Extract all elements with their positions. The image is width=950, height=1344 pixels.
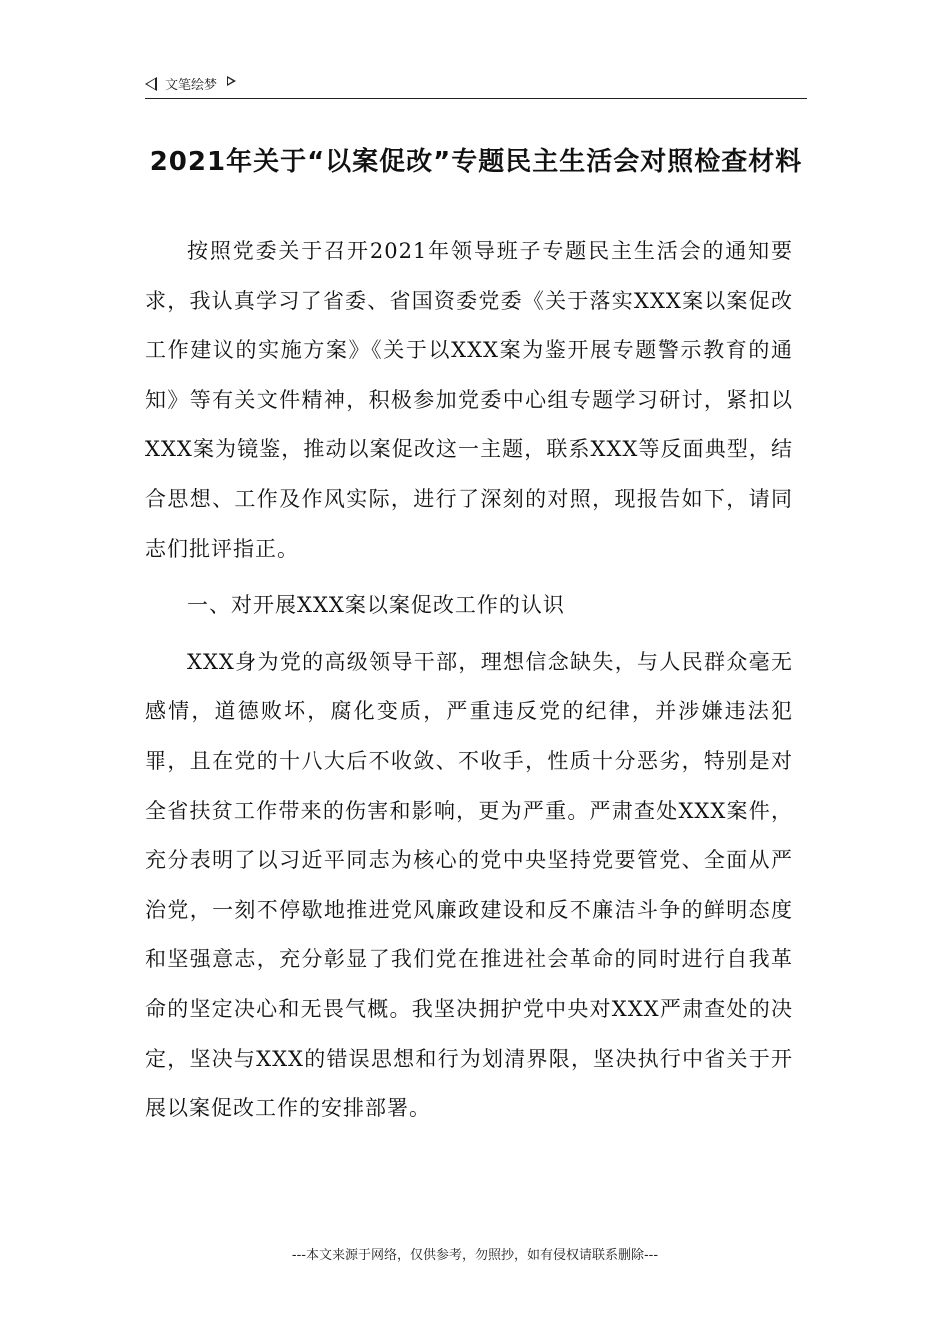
document-body: [145, 227, 793, 1134]
page-header: [145, 70, 807, 99]
body-paragraph: XXX身为党的高级领导干部，理想信念缺失，与人民群众毫无感情，道德败坏，腐化变质，严重违反党的纪律，并涉嫌违法犯罪，且在党的十八大后不收敛、不收手，性质十分恶劣，特别是对全省扶贫工作带来的伤害和影响，更为严重。严肃查处XXX案件，充分表明了以习近平同志为核心的党中央坚持党要管党、全面从严治党，一刻不停歇地推进党风廉政建设和反不廉洁斗争的鲜明态度和坚强意志，充分彰显了我们党在推进社会革命的同时进行自我革命的坚定决心和无畏气概。我坚决拥护党中央对XXX严肃查处的决定，坚决与XXX的错误思想和行为划清界限，坚决执行中省关于开展以案促改工作的安排部署。: [145, 649, 793, 1121]
intro-paragraph: 按照党委关于召开2021年领导班子专题民主生活会的通知要求，我认真学习了省委、省国资委党委《关于落实XXX案以案促改工作建议的实施方案》《关于以XXX案为鉴开展专题警示教育的通知》等有关文件精神，积极参加党委中心组专题学习研讨，紧扣以XXX案为镜鉴，推动以案促改这一主题，联系XXX等反面典型，结合思想、工作及作风实际，进行了深刻的对照，现报告如下，请同志们批评指正。: [145, 239, 793, 561]
triangle-left-icon: [145, 77, 157, 91]
document-title: 2021年关于“以案促改”专题民主生活会对照检查材料: [149, 147, 803, 177]
section-heading: 一、对开展XXX案以案促改工作的认识: [187, 593, 565, 618]
page-footer: ---本文来源于网络，仅供参考，勿照抄，如有侵权请联系删除---: [291, 1248, 659, 1263]
header-brand: [145, 74, 236, 93]
triangle-right-icon: [227, 76, 236, 86]
brand-text: 文笔绘梦: [165, 78, 218, 93]
